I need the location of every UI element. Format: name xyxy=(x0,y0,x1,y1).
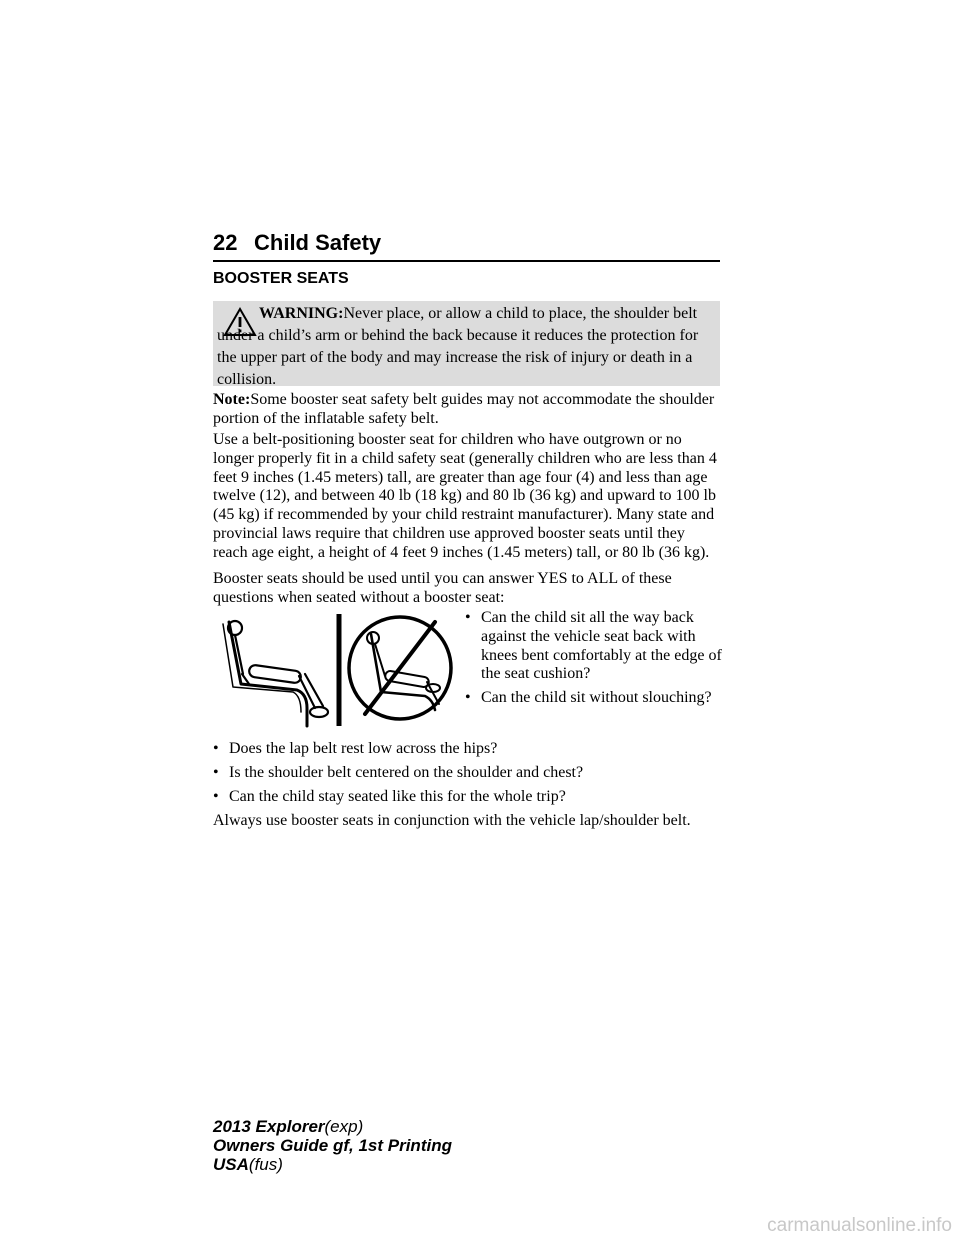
page-number: 22 xyxy=(213,230,238,255)
bullet-list-full xyxy=(213,740,720,811)
bullet-marker: • xyxy=(213,740,219,757)
warning-box xyxy=(213,301,720,386)
list-item xyxy=(213,740,720,759)
bullet-marker: • xyxy=(213,787,219,805)
booster-usage-paragraph: Use a belt-positioning booster seat for children who have outgrown or no longer properly fit in a child safety seat (generally children who are less than 4 feet 9 inches (1.45 meters) tall, are greater than age four (4) and less than age twelve (12), and between 40 lb (18 kg) and 80 lb (36 kg) and upward to 100 lb (45 kg) if recommended by your child restraint manufacturer). Many state and provincial laws require that children use approved booster seats until they reach age eight, a height of 4 feet 9 inches (1.45 meters) tall, or 80 lb (36 kg). xyxy=(213,431,717,561)
bullet-marker: • xyxy=(465,689,471,707)
section-heading: BOOSTER SEATS xyxy=(213,270,349,287)
footer-market-code: (fus) xyxy=(248,1155,283,1174)
bullet-marker: • xyxy=(465,609,471,626)
warning-body: Never place, or allow a child to place, the shoulder belt under a child’s arm or behind the back because it reduces the protection for the upper part of the body and may increase the risk of injury or death in a collision. xyxy=(217,305,699,388)
seat-posture-illustration xyxy=(213,612,461,728)
question-text: Can the child stay seated like this for the whole trip? xyxy=(229,787,566,805)
footer-model-code: (exp) xyxy=(324,1117,364,1136)
bullet-list-right xyxy=(465,609,723,713)
list-item xyxy=(465,689,723,708)
note-body: Some booster seat safety belt guides may not accommodate the shoulder portion of the inflatable safety belt. xyxy=(213,391,715,427)
warning-text xyxy=(217,303,712,391)
warning-label: WARNING: xyxy=(259,305,344,322)
footer-line-2 xyxy=(213,1136,452,1155)
correct-posture-figure xyxy=(223,621,328,726)
booster-questions-intro: Booster seats should be used until you can answer YES to ALL of these questions when seated without a booster seat: xyxy=(213,570,672,606)
footer xyxy=(213,1117,452,1174)
list-item xyxy=(213,764,720,783)
question-text: Can the child sit all the way back against the vehicle seat back with knees bent comfortably at the edge of the seat cushion? xyxy=(481,609,722,683)
bullet-marker: • xyxy=(213,763,219,781)
incorrect-posture-figure xyxy=(349,617,451,719)
footer-model: 2013 Explorer xyxy=(213,1117,325,1136)
note-label: Note: xyxy=(213,391,251,408)
note-paragraph xyxy=(213,391,720,429)
question-text: Can the child sit without slouching? xyxy=(481,689,712,707)
question-text: Does the lap belt rest low across the hips? xyxy=(229,740,498,757)
footer-line-1 xyxy=(213,1117,452,1136)
footer-market: USA xyxy=(213,1155,249,1174)
list-item xyxy=(465,609,723,684)
watermark: carmanualsonline.info xyxy=(767,1215,952,1236)
footer-line-3 xyxy=(213,1155,452,1174)
question-text: Is the shoulder belt centered on the shoulder and chest? xyxy=(229,763,584,781)
page-title: Child Safety xyxy=(254,230,382,255)
footer-guide: Owners Guide gf, 1st Printing xyxy=(213,1136,452,1155)
closing-paragraph: Always use booster seats in conjunction with the vehicle lap/shoulder belt. xyxy=(213,812,691,829)
header-divider xyxy=(213,260,720,262)
list-item xyxy=(213,788,720,807)
